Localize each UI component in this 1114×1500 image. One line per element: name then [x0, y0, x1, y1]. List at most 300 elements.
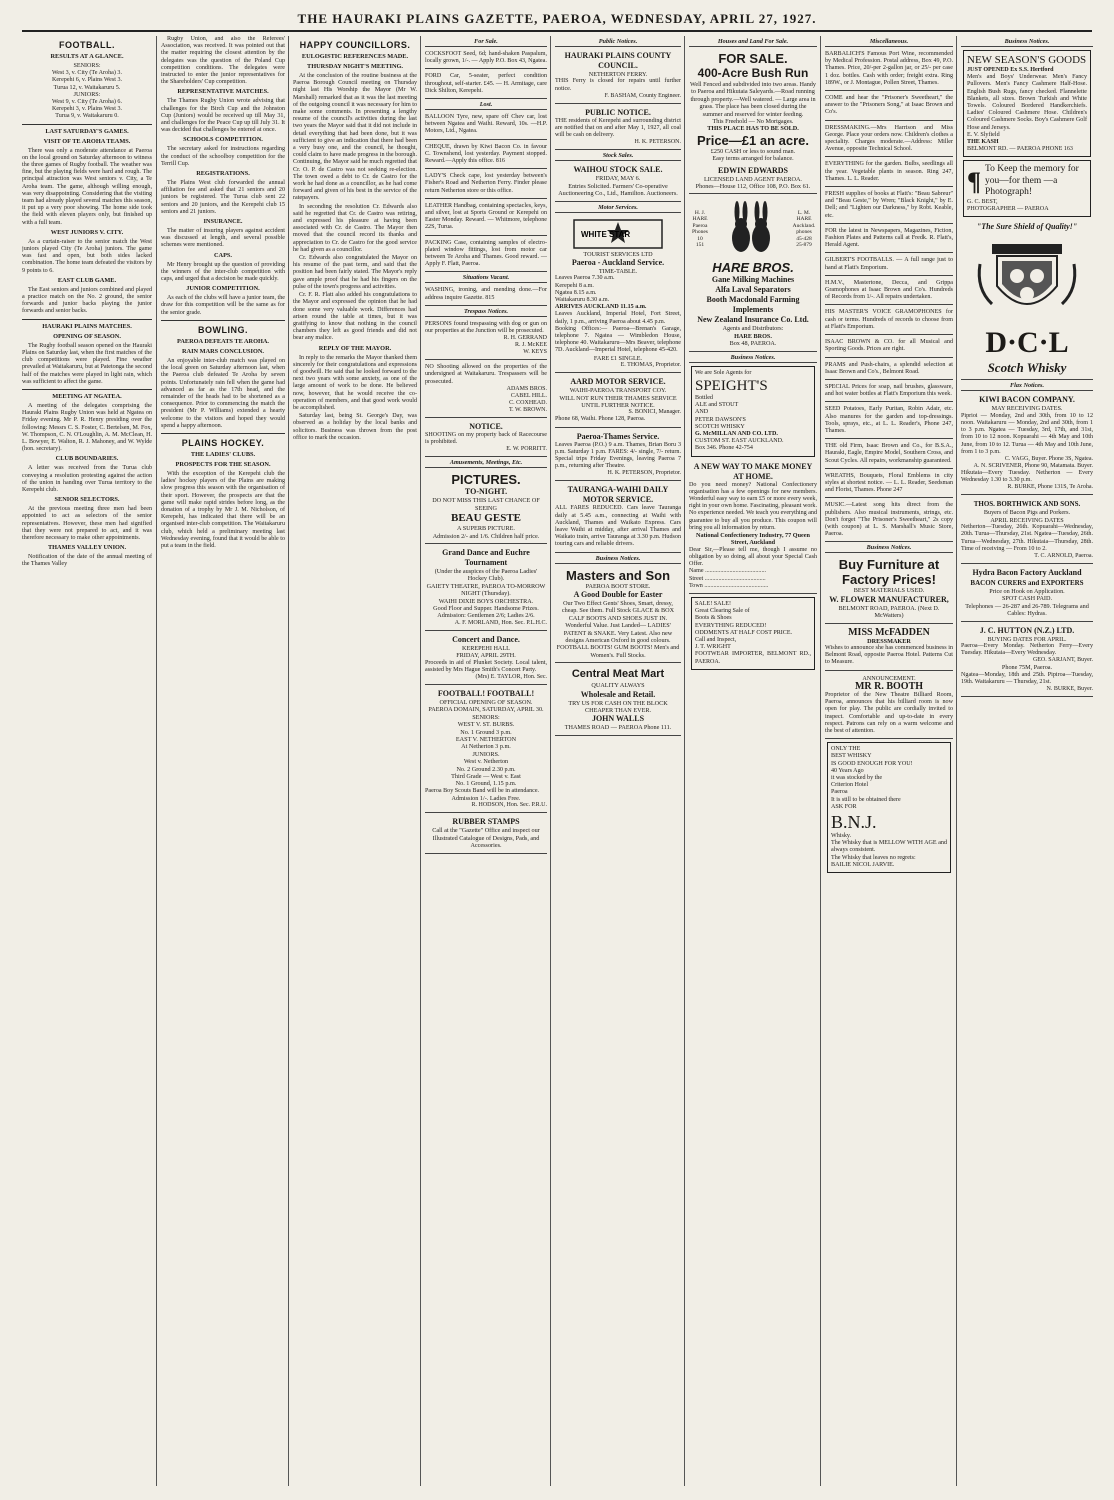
ad-line: Great Clearing Sale of	[695, 608, 750, 615]
masters-son-ad	[555, 566, 681, 664]
ad-subtitle: A Good Double for Easter	[573, 589, 663, 599]
ad-body: Do you need money? National Confectionery organisation has a few openings for new members. Wonderful easy way to earn £5 or more every week, right in your own home. Fascinating, pleasant work. No experience needed. We teach you everything and guarantee to buy all you produce. This coupon will bring you all information by return.	[689, 481, 817, 531]
ad-body: Piprioi — Monday, 2nd and 30th, from 10 to 12 noon. Waitakaruru — Monday, 2nd and 30th, from 1 to 3 p.m. Ngatea — Tuesday, 3rd, 17th, and 31st, from 10 to 12 noon. Kopuarahi — 4th May and 10th June, from 10 to 12. Turua — 4th May and 10th June, from 1 to 3 p.m.	[961, 412, 1093, 455]
results-line: JUNIORS:	[73, 91, 101, 98]
ad-line: Box 48, PAEROA.	[729, 340, 777, 348]
notice-title: NOTICE.	[469, 421, 503, 431]
article-text: A meeting of the delegates comprising the Hauraki Plains Rugby Union was held at Ngatea on Friday evening. Mr P. R. Henry presiding over the following: Messrs C. S. Foster, C. Bertelsen, M. Fox, W. Thompson, C. N. O'Loughlin, A. M. McClean, H. L. Bowyer, E. Walton, R. J. Mahoney, and W. Wylde (hon. secretary).	[22, 402, 152, 453]
ad-body: Hikutaia—Every Tuesday. Netherton — Every Wednesday 1.30 to 3.30 p.m.	[961, 469, 1093, 484]
section-heading: VISIT OF TE AROHA TEAMS.	[43, 137, 131, 145]
section-heading: SCHOOLS COMPETITION.	[183, 136, 263, 144]
ad-subtitle: Scotch Whisky	[987, 360, 1067, 376]
ad-line: ASK FOR	[831, 803, 857, 810]
ad-body: Paeroa—Every Monday. Netherton Ferry—Every Tuesday. Hikutaia—Every Wednesday.	[961, 643, 1093, 657]
ad-line: This Freehold — No Mortgages.	[712, 118, 794, 126]
wright-sale-ad	[691, 597, 815, 670]
dcl-crest-icon	[972, 234, 1082, 324]
signature: R. H. GERRAND	[503, 335, 547, 342]
ad-line: IS GOOD ENOUGH FOR YOU!	[831, 760, 913, 767]
trespass-notice	[425, 319, 547, 360]
ad-line: QUALITY ALWAYS	[591, 682, 645, 690]
ad-line: Telephones — 26-287 and 26-789. Telegrams and Cables: Hydras.	[965, 602, 1089, 618]
article-text: Rugby Union, and also the Referees' Association, was received. It was pointed out that the matter requiring the closest attention by the delegates was the question of the Poland Cup competition conditions. The delegates were instructed to enter the junior representatives for the Shareholders' Cup competition.	[161, 36, 285, 86]
ad-line: Entries Solicited. Farmers' Co-operative Auctioneering Co., Ltd., Hamilton. Auctioneers.	[558, 182, 678, 198]
ad-title: To Keep the memory for you—for them —a Photograph!	[985, 164, 1079, 198]
ad-slogan: "The Sure Shield of Quality!"	[976, 222, 1078, 232]
ad-line: Men's and Boys' Underwear. Men's Fancy Pullovers. Men's Fancy Cashmere Half-Hose. English Bush Rugs, fancy checked. Flannelette Blankets, all sizes. Brown Turkish and White Towels. Coloured Bordered Handkerchiefs. Ladies' Coloured Cashmere Hose. Children's Coloured Cashmere Socks. Boy's Cashmere Golf Hose and Jerseys.	[967, 74, 1087, 131]
ad-line: FARE £1 SINGLE.	[593, 354, 643, 362]
article-text: At the previous meeting three men had been appointed to act as selectors of the senior representatives. However, these men had signified that they were not prepared to act, and it was therefore necessary to make other appointments.	[22, 506, 152, 541]
article-text: Mr Henry brought up the question of providing the winners of the inter-club competition with caps, and urged that a decision be made quickly.	[161, 261, 285, 283]
signature: A. F. MORLAND, Hon. Sec. P.L.H.C.	[454, 619, 547, 626]
borthwick-ad	[961, 497, 1093, 564]
ad-line: Alfa Laval Separators	[715, 285, 791, 295]
signature: H. K. PETERSON.	[634, 139, 681, 146]
ad-subtitle: TO-NIGHT.	[464, 487, 508, 497]
ad-line: Good Floor and Supper. Handsome Prizes.	[433, 604, 539, 612]
ad-title: PUBLIC NOTICE.	[585, 107, 651, 117]
results-line: Turua 9, v. Waitakaruru 0.	[55, 113, 119, 120]
ad-title: FOR SALE.	[718, 51, 788, 66]
ad-title: WAIHOU STOCK SALE.	[573, 165, 663, 175]
stock-sale-ad	[555, 163, 681, 201]
ad-title: RUBBER STAMPS	[452, 817, 520, 827]
ad-title: Paeroa - Auckland Service.	[571, 258, 665, 268]
ad-line: Our Two Effect Gents' Shoes, Smart, dressy, cheap. See them. Full Stock GLACE & BOX CALF BOOTS AND SHOES JUST IN. Wonderful Value. Just Landed— LADIES' PATENT & SNAKE. Very Latest. Also new designs American Oxford in good colours. FOOTBALL BOOTS! GUM BOOTS! Men's and Women's. Full Stocks.	[556, 599, 680, 659]
ad-title: HAURAKI PLAINS COUNTY COUNCIL.	[564, 51, 672, 70]
ad-line: Buyers of Bacon Pigs and Porkers.	[983, 509, 1071, 517]
ad-title: Grand Dance and Euchre Tournament	[442, 547, 530, 567]
classified-ad: LEATHER Handbag, containing spectacles, keys, and silver, lost at Sports Ground or Kerepehi on Easter Monday. Reward. — Whitmore, telephone 22S, Turua.	[425, 201, 547, 236]
signature: S. BONICI, Manager.	[628, 409, 681, 416]
classified-ad: ISAAC BROWN & CO. for all Musical and Sporting Goods. Prices are right.	[825, 337, 953, 357]
signature: W. KEYS	[523, 349, 547, 356]
slyfield-ad	[963, 50, 1091, 157]
ad-line: HARE BROS.	[734, 332, 772, 340]
results-heading: RESULTS AT A GLANCE.	[50, 53, 124, 60]
ad-line: BACON CURERS and EXPORTERS	[970, 579, 1084, 587]
ad-line: Easy terms arranged for balance.	[712, 155, 794, 163]
section-heading: INSURANCE.	[203, 218, 243, 226]
ad-line: The Whisky that leaves no regrets:	[831, 854, 916, 861]
column-football	[22, 36, 156, 1486]
section-heading: REPRESENTATIVE MATCHES.	[177, 88, 269, 96]
ad-line: Whisky.	[831, 833, 852, 840]
ad-title: KIWI BACON COMPANY.	[979, 395, 1075, 405]
article-text: The East seniors and juniors combined and played a practice match on the No. 2 ground, the senior forwards and junior backs playing the junior forwards and senior backs.	[22, 286, 152, 315]
section-heading: REPLY OF THE MAYOR.	[318, 344, 392, 352]
ad-line: TRY US FOR CASH ON THE BLOCK CHEAPER THAN EVER.	[568, 699, 668, 715]
ad-line: The Whisky that is MELLOW WITH AGE and always consistent.	[831, 840, 947, 854]
column-houses-land	[684, 36, 821, 1486]
results-line: SENIORS:	[73, 63, 101, 69]
furniture-ad	[825, 555, 953, 623]
section-heading: MEETING AT NGATEA.	[52, 392, 122, 400]
hare-logo-row	[689, 198, 817, 260]
svg-text:WHITE STAR: WHITE STAR	[581, 229, 631, 239]
ad-body: Netherton—Tuesday, 26th. Kopuarahi—Wednesday, 20th. Turua—Thursday, 21st. Ngatea—Tuesday, 26th. Turua—Wednesday, 27th. Hikutaia—Thursday, 28th. Time of receiving — From 10 to 2.	[961, 524, 1093, 552]
category-heading: Miscellaneous.	[825, 38, 953, 47]
fixture-line: No. 1 Ground, 1.15 p.m.	[455, 780, 517, 788]
photo-row	[967, 164, 1087, 199]
ad-line: ODDMENTS AT HALF COST PRICE.	[695, 629, 793, 636]
signature: R. BURKE, Phone 131S, Te Aroha.	[1007, 484, 1093, 491]
section-heading: OPENING OF SEASON.	[53, 332, 121, 340]
ad-line: Admission 1/-. Ladies Free.	[451, 795, 521, 803]
notice-text: SHOOTING on my property back of Racecourse is prohibited.	[425, 431, 547, 446]
ad-body: Proceeds in aid of Plunket Society. Local talent, assisted by Mrs Hague Smith's Concert Party.	[425, 659, 547, 673]
confectionery-ad	[689, 460, 817, 594]
football-ad	[425, 687, 547, 813]
ad-line: FRIDAY, APRIL 29TH.	[456, 652, 516, 660]
ad-line: AND	[695, 409, 709, 416]
ad-title: J. C. HUTTON (N.Z.) LTD.	[979, 625, 1075, 635]
article-text: The Thames Rugby Union wrote advising that challenges for the Birch Cup and the Johnston Cup (Juniors) would be received up till May 31, and challenges for the Peace Cup up till July 31. It was decided that challenges be entered at once.	[161, 98, 285, 134]
ad-line: Admission 2/- and 1/6. Children half price.	[432, 532, 540, 540]
ad-line: PHOTOGRAPHER — PAEROA	[967, 206, 1049, 213]
classified-ad: H.M.V., Mastertone, Decca, and Grippa Gramophones at Isaac Brown and Co's. Hundreds of Records from 1/-. All repairs undertaken.	[825, 278, 953, 306]
section-heading: THURSDAY NIGHT'S MEETING.	[307, 63, 403, 70]
ad-line: Call and Inspect,	[695, 636, 737, 643]
ad-body: Dear Sir,—Please tell me, though I assume no obligation by so doing, all about your Special Cash Offer.	[689, 546, 817, 568]
classified-ad: EVERYTHING for the garden. Bulbs, seedlings all the year. Vegetable plants in season. Ring 247, Thames. L. L. Reader.	[825, 159, 953, 187]
ad-line: Well Fenced and subdivided into two areas. Handy to Paeroa and Hikutaia Saleyards.—Road running through property.—Well watered. — Large area in grass. The place has been closed during the summer and reserved for winter feeding.	[690, 81, 816, 118]
ad-line: Paeroa	[831, 789, 848, 796]
ad-line: Agents and Distributors:	[722, 325, 784, 333]
results-line: West 3, v. City (Te Aroha) 3.	[52, 70, 122, 77]
ad-line: Bottled	[695, 394, 713, 401]
results-line: Turua 12, v. Waitakaruru 5.	[53, 84, 121, 91]
ad-line: KEREPEHI HALL	[462, 644, 510, 652]
classified-ad: MUSIC.—Latest song hits direct from the publishers. Also musical instruments, strings, etc. Don't forget "The Prisoner's Sweetheart," 2s copy (with coupon) at L. S. Marshall's Music Store, Paeroa.	[825, 500, 953, 542]
section-heading: THE LADIES' CLUBS.	[190, 450, 256, 458]
ad-line: LICENSED LAND AGENT PAEROA.	[704, 175, 802, 183]
column-public-notices	[550, 36, 685, 1486]
football-heading: FOOTBALL.	[59, 40, 115, 50]
ad-subtitle: Boots & Shoes	[695, 615, 732, 622]
ad-body: ALL FARES REDUCED. Cars leave Tauranga daily at 5.45 a.m., connecting at Waihi with Auckland, Thames and Waikato Express. Cars leave Waihi at midday, after arrival Thames and Waikato train, arrive Tauranga at 3.30 p.m. Hudson touring cars and reliable drivers.	[555, 505, 681, 548]
fixture-line: EAST V. NETHERTON	[455, 736, 517, 744]
article-text: In reply to the remarks the Mayor thanked them sincerely for their congratulations and expressions of goodwill. He said that he looked forward to the next two years with some anxiety, as one of the large amount of work to be done. He believed now, however, that he would receive the co-operation of members, and that good work would be accomplished. Saturday last, being St. George's Day, was observed as a holiday by the local banks and solicitors. Business was thrown from the post office to mark the occasion.	[293, 354, 417, 441]
section-heading: PAEROA DEFEATS TE AROHA.	[176, 337, 270, 345]
classified-ad: BALLOON Tyre, new, spare off Chev car, lost between Ngatea and Waihi. Reward, 10s. —H.P. Motors, Ltd., Ngatea.	[425, 112, 547, 140]
ad-line: WILL NOT RUN THEIR THAMES SERVICE UNTIL FURTHER NOTICE.	[559, 394, 677, 409]
divider	[22, 319, 152, 320]
ad-line: Booth Macdonald Farming Implements	[706, 295, 800, 315]
ad-body: Booking Offices:— Paeroa—Brenan's Garage, telephone 7. Ngatea — Wimbledon House, telephone 40. Waitakaruru—Mrs Beaver, telephone 7D. Auckland—Imperial Hotel, telephone 45-420.	[555, 325, 681, 354]
trespass-notice	[425, 362, 547, 418]
ad-title: NEW SEASON'S GOODS	[967, 54, 1087, 66]
signature: R. HODSON, Hon. Sec. P.R.U.	[471, 802, 547, 809]
ad-line: TOURIST SERVICES LTD	[583, 250, 653, 258]
category-heading: Houses and Land For Sale.	[689, 38, 817, 47]
ad-line: TIME-TABLE.	[598, 268, 638, 276]
ad-line: NETHERTON FERRY.	[588, 71, 648, 78]
divider	[161, 320, 285, 321]
fixture-line: West v. Netherton	[463, 758, 509, 766]
signature: T. C. ARNOLD, Paeroa.	[1034, 553, 1093, 559]
brand-name: D·C·L	[985, 326, 1069, 360]
ad-line: National Confectionery Industry, 77 Queen Street, Auckland	[696, 531, 810, 547]
classified-ad: CHEQUE, drawn by Kiwi Bacon Co. in favour C. Townshend, lost yesterday. Payment stopped. Reward.—Apply this office. 816	[425, 142, 547, 170]
section-heading: REGISTRATIONS.	[196, 170, 250, 178]
fixture-line: Third Grade — West v. East	[451, 773, 521, 781]
ad-body: Leaves Paeroa (P.O.) 9 a.m. Thames, Brian Boru 3 p.m. Saturday 1 p.m. FARES: 4/- single, 7/- return. Special trips Friday Evenings, leaving Paeroa 7 p.m., returning after Theatre.	[555, 441, 681, 470]
article-text: As each of the clubs will have a junior team, the draw for this competition will be the same as for the senior grade.	[161, 295, 285, 316]
timetable-line: Kerepehi 8 a.m.	[555, 282, 594, 289]
ad-title: Hydra Bacon Factory Auckland	[972, 568, 1082, 577]
white-star-logo-icon	[573, 219, 663, 249]
ad-line: WAIHI DIXIE BOYS ORCHESTRA.	[438, 597, 534, 605]
category-heading: Business Notices.	[555, 555, 681, 564]
ad-line: New Zealand Insurance Co. Ltd.	[697, 315, 809, 325]
fixture-line: At Netherton 3 p.m.	[461, 743, 511, 751]
speights-ad	[691, 366, 815, 457]
ad-body: Phone 68, Waihi. Phone 128, Paeroa.	[555, 416, 646, 423]
ad-title: MISS McFADDEN	[848, 626, 930, 638]
section-heading: THAMES VALLEY UNION.	[47, 544, 127, 552]
classified-ad: WREATHS, Bouquets, Floral Emblems in city styles at shortest notice. — L. L. Reader, Seedsman and Florist, Thames. Phone 247	[825, 471, 953, 499]
white-star-ad	[555, 215, 681, 373]
column-rugby-bowling	[156, 36, 289, 1486]
results-line: Kerepehi 3, v. Plains West 3.	[51, 106, 123, 113]
ad-subtitle: Wholesale and Retail.	[580, 689, 656, 699]
agent-name: EDWIN EDWARDS	[717, 165, 788, 175]
signature: R. J. McKEE	[515, 342, 547, 349]
ad-line: BELMONT RD. — PAEROA PHONE 163	[967, 146, 1073, 153]
ad-subtitle: 400-Acre Bush Run	[697, 66, 809, 80]
ad-subtitle: JOHN WALLS	[591, 714, 645, 724]
section-heading: EAST CLUB GAME.	[57, 276, 117, 284]
article-text: As a curtain-raiser to the senior match the West juniors played City (Te Aroha) juniors. The game was fast and open, but both sides lacked combination. The home team defeated the visitors by 9 points to 6.	[22, 238, 152, 274]
signature: E. THOMAS, Proprietor.	[620, 362, 681, 369]
ad-line: Price on Hook on Application.	[989, 588, 1065, 595]
section-heading: SENIOR SELECTORS.	[54, 496, 120, 504]
classified-ad: WASHING, ironing, and mending done.—For address inquire Gazette. 815	[425, 285, 547, 305]
ad-title: MR R. BOOTH	[854, 681, 924, 692]
classified-ad: COME and hear the "Prisoner's Sweetheart," the answer to the "Prisoners Song," at Isaac Brown and Co's.	[825, 93, 953, 121]
councillors-heading: HAPPY COUNCILLORS.	[299, 40, 411, 50]
results-line: Kerepehi 6, v. Plains West 3.	[51, 77, 123, 84]
ad-title: THOS. BORTHWICK AND SONS.	[973, 500, 1081, 509]
signature: N. BURKE, Buyer.	[1046, 686, 1093, 693]
hare-bros-ad	[689, 196, 817, 351]
shooting-notice	[425, 420, 547, 457]
article-text: Notification of the date of the annual meeting of the Thames Valley	[22, 554, 152, 568]
ad-title: PICTURES.	[451, 472, 521, 488]
ad-title: 40 Years Ago	[831, 767, 864, 774]
classified-ad: HIS MASTER'S VOICE GRAMOPHONES for cash or terms. Hundreds of records to choose from at Flatt's Emporium.	[825, 307, 953, 335]
concert-ad	[425, 633, 547, 685]
ad-line: We are Sole Agents for	[695, 369, 752, 376]
column-classifieds	[420, 36, 551, 1486]
column-council	[288, 36, 421, 1486]
ad-line: Phones—House 112, Office 108, P.O. Box 61.	[695, 183, 811, 191]
ad-title: TAURANGA-WAIHI DAILY MOTOR SERVICE.	[567, 485, 669, 505]
category-heading: Business Notices.	[961, 38, 1093, 47]
column-miscellaneous	[820, 36, 957, 1486]
signature: (Mrs) E. TAYLOR, Hon. Sec.	[475, 673, 547, 680]
pilcrow-icon: ¶	[967, 167, 982, 197]
ad-body: Ngatea—Monday, 18th and 25th. Pipiroa—Tuesday, 19th. Waitakaruru — Thursday, 21st.	[961, 671, 1093, 686]
film-title: BEAU GESTE	[451, 512, 521, 525]
signature: C. VAGG, Buyer. Phone 3S, Ngatea.	[1004, 455, 1093, 462]
ad-title: Masters and Son	[565, 567, 671, 583]
ad-line: BELMONT ROAD, PAEROA. (Next D. McWatters)	[838, 604, 940, 620]
article-text: With the exception of the Kerepehi club the ladies' hockey players of the Plains are making slow progress this season with the organisation of their sport. However, the prospects are that the game will make rapid strides before long, as the donation of a trophy by Mr J. M. Nicholson, of Kerepehi, has indicated that there will be an organised inter-club competition. The Waitakaruru club, which held a preliminary meeting last Wednesday evening, found that it would be able to put a team in the field.	[161, 470, 285, 549]
form-field[interactable]: Name ........................................	[689, 568, 767, 575]
hare-left-contacts: H. J. HARE Paeroa Phones 10 151	[692, 209, 708, 249]
section-heading: WEST JUNIORS V. CITY.	[50, 228, 124, 236]
fixture-line: WEST V. ST. BURBS.	[457, 721, 515, 729]
ad-line: J. T. WRIGHT	[695, 644, 731, 651]
results-line: West 9, v. City (Te Aroha) 6.	[52, 99, 122, 106]
notice-text: NO Shooting allowed on the properties of the undersigned at Waitakaruru. Trespassers will be prosecuted.	[425, 364, 547, 385]
ad-line: SPOT CASH PAID.	[1001, 595, 1053, 603]
ad-line: Admission: Gentlemen 2/6; Ladies 2/6.	[437, 612, 535, 620]
divider	[22, 389, 152, 390]
timetable-line: ARRIVES AUCKLAND 11.15 a.m.	[555, 304, 647, 311]
classified-ad: PACKING Case, containing samples of electro-plated window fittings, lost from motor car between Te Aroha and Thames. Good reward. — Apply F. Flatt, Paeroa.	[425, 238, 547, 273]
classified-ad: FORD Car, 5-seater, perfect condition throughout, self-starter. £45. — H. Armitage, care Dick Shilton, Kerepehi.	[425, 71, 547, 99]
ad-subtitle: E. V. Slyfield	[967, 131, 1000, 138]
public-notice	[555, 106, 681, 151]
category-heading: Situations Vacant.	[425, 274, 547, 283]
ad-line: THAMES ROAD — PAEROA Phone 111.	[564, 724, 672, 732]
classified-ad: GILBERT'S FOOTBALLS. — A full range just to hand at Flatt's Emporium.	[825, 255, 953, 275]
classified-ad: LADY'S Check cape, lost yesterday between's Fisher's Road and Netherton Ferry. Finder please return Netherton store or this office.	[425, 171, 547, 199]
ad-title: A NEW WAY TO MAKE MONEY AT HOME.	[693, 461, 813, 481]
form-field[interactable]: Town ..........................................	[689, 582, 769, 589]
category-heading: Business Notices.	[689, 354, 817, 363]
classified-ad: SEED Potatoes, Early Puritan, Robin Adair, etc. Also manures for the garden and top-dressings. Tools, sprays, etc., at L. L. Reader's, Phone 247, Thames.	[825, 404, 953, 439]
ad-line: ONLY THE	[831, 746, 861, 753]
ad-title: SPEIGHT'S	[695, 377, 768, 394]
column-business-notices	[956, 36, 1093, 1486]
classified-ad: FOR the latest in Newspapers, Magazines, Fiction, Fashion Plates and Patterns call at Fredk. R. Flatt's, Herald Agent.	[825, 226, 953, 254]
results-list	[22, 63, 152, 121]
dressmaker-ad	[825, 626, 953, 671]
section-heading: JUNIOR COMPETITION.	[186, 285, 260, 293]
hockey-heading: PLAINS HOCKEY.	[181, 437, 265, 448]
section-heading: CAPS.	[213, 251, 233, 259]
meat-mart-ad	[555, 665, 681, 736]
bush-run-ad	[689, 49, 817, 194]
fixture-line: No. 2 Ground 2.30 p.m.	[456, 765, 516, 773]
section-heading: HAURAKI PLAINS MATCHES.	[42, 322, 132, 330]
ad-line: EVERYTHING REDUCED!	[695, 622, 767, 629]
ad-body: Wishes to announce she has commenced business in Belmont Road, opposite Paeroa Hotel. Patterns Cut to Measure.	[825, 644, 953, 666]
divider	[22, 124, 152, 125]
category-heading: For Sale.	[425, 38, 547, 47]
ad-line: FRIDAY, MAY 6.	[595, 175, 641, 183]
timetable-line: Ngatea 8.15 a.m.	[555, 289, 597, 296]
ad-body: THIS Ferry is closed for repairs until further notice.	[555, 78, 681, 92]
notice-text: PERSONS found trespassing with dog or gun on our properties at the Junction will be prosecuted.	[425, 320, 547, 335]
hydra-bacon-ad	[961, 566, 1093, 622]
county-council-notice	[555, 49, 681, 104]
section-heading: LAST SATURDAY'S GAMES.	[45, 127, 129, 135]
ad-title: Paeroa-Thames Service.	[576, 431, 660, 441]
ad-line: OFFICIAL OPENING OF SEASON.	[439, 698, 533, 706]
ad-title: HARE BROS.	[712, 260, 794, 276]
bnj-whisky-ad	[827, 742, 951, 873]
ad-line: (Under the auspices of the Paeroa Ladies' Hockey Club).	[434, 567, 538, 583]
form-field[interactable]: Street ........................................	[689, 575, 766, 582]
ad-title: Central Meat Mart	[571, 668, 665, 681]
ad-line: G. C. BEST,	[967, 198, 998, 205]
dance-ad	[425, 546, 547, 631]
signature: F. BASHAM, County Engineer.	[604, 92, 681, 99]
ad-line: FOOTWEAR IMPORTER, BELMONT RD., PAEROA.	[695, 651, 811, 665]
ad-line: Box 346. Phone 42-754	[695, 445, 753, 452]
tauranga-service-ad	[555, 483, 681, 552]
category-heading: Business Notices.	[825, 544, 953, 553]
hare-right-contacts: L. M. HARE Auckland. phones 45-428 25-879	[792, 209, 816, 249]
classified-ad: FRESH supplies of books at Flatt's: "Beau Sabreur" and "Beau Geste," by Wren; "Black Knight," by E. Dell; and "Lighten our Darkness," by Robt. Keable, etc.	[825, 189, 953, 224]
ad-line: BEST MATERIALS USED.	[853, 587, 925, 595]
ad-title: Concert and Dance.	[452, 634, 520, 644]
masthead: THE HAURAKI PLAINS GAZETTE, PAEROA, WEDNESDAY, APRIL 27, 1927.	[22, 8, 1092, 32]
ad-line: A SUPERB PICTURE.	[457, 525, 515, 533]
category-heading: Stock Sales.	[555, 152, 681, 161]
signature: CABEL HILL.	[510, 392, 547, 399]
signature: ADAMS BROS.	[506, 385, 547, 392]
ad-line: DRESSMAKER	[867, 637, 911, 645]
classified-ad: THE old Firm, Isaac Brown and Co., for B.S.A., Hauraki, Eagle, Empire Model, Southern Cross, and Scout Cycles. All repairs, workmanship guaranteed.	[825, 441, 953, 469]
category-heading: Motor Services.	[555, 204, 681, 213]
classified-ad: BARBALICH'S Famous Port Wine, recommended by Medical Profession. Postal address, Box 49, P.O. Thames. Price, 20/-per 2-gallon jar, or 25/- per case 1 doz. bottles. Cash with order; freight extra. Ring 189W., or J. Montague, Pollen Street, Thames.	[825, 49, 953, 91]
section-heading: RAIN MARS CONCLUSION.	[181, 347, 265, 355]
ad-line: Criterion Hotel	[831, 782, 869, 789]
photographer-ad	[963, 160, 1091, 217]
billiard-ad	[825, 673, 953, 740]
signature: C. COXHEAD.	[509, 399, 547, 406]
article-text: The secretary asked for instructions regarding the conduct of the schoolboy competition for the Terrill Cup.	[161, 146, 285, 167]
thames-service-ad	[555, 430, 681, 482]
ad-title: PETER DAWSON'S	[695, 416, 746, 423]
signature: E. W. PORRITT.	[506, 446, 547, 453]
ad-title: FOOTBALL! FOOTBALL!	[437, 688, 535, 698]
ad-line: THIS PLACE HAS TO BE SOLD.	[707, 125, 799, 133]
article-text: The Rugby football season opened on the Hauraki Plains on Saturday last, when the first matches of the club competitions were played. Fine weather prevailed at Waitakaruru, but at Patetonga the second half of the matches were played in light rain, which was sufficient to affect the game.	[22, 342, 152, 385]
ad-line: BEST WHISKY	[831, 753, 872, 760]
ad-body: Paeroa Boy Scouts Band will be in attendance.	[425, 787, 540, 794]
brand-name: B.N.J.	[831, 812, 877, 833]
signature: A. N. SCRIVENER, Phone 90, Matamata. Buyer.	[973, 462, 1093, 469]
signature: T. W. BROWN.	[508, 406, 547, 413]
article-text: An enjoyable inter-club match was played on the local green on Saturday afternoon last, when the Paeroa club defeated Te Aroha by seven points. Unfortunately rain fell when the game had advanced as far as the 17th head, and the remainder of the heads had to be shortened as a consequence. Prior to commencing the match the president (Mr P. Williams) extended a hearty welcome to the visitors and hoped they would spend a happy afternoon.	[161, 357, 285, 429]
ad-title: SALE! SALE!	[695, 600, 732, 607]
kiwi-bacon-ad	[961, 393, 1093, 495]
signature: GEO. SARJANT, Buyer.	[1032, 657, 1093, 664]
fixture-line: JUNIORS.	[472, 750, 500, 758]
ad-line: WAIHI-PAEROA TRANSPORT COY.	[569, 387, 667, 395]
ad-line: THE KASH	[967, 139, 999, 146]
ad-line: CUSTOM ST. EAST AUCKLAND.	[695, 438, 784, 445]
ad-line: £250 CASH or less to sound man.	[710, 147, 796, 155]
timetable-line: Leaves Paeroa 7.30 a.m.	[555, 275, 615, 282]
category-heading: Trespass Notices.	[425, 308, 547, 317]
ad-body: Proprietor of the New Theatre Billiard Room, Paeroa, announces that his billiard room is now open for play. The public are cordially invited to inspect. Comfortable and up-to-date in every respect. Patrons can rely on a warm welcome and the best of attention.	[825, 692, 953, 735]
fixture-line: SENIORS:	[472, 713, 500, 721]
ad-body: THE residents of Kerepehi and surrounding district are notified that on and after May 1, 1927, all coal will be cash on delivery.	[555, 117, 681, 139]
signature: H. K. PETERSON, Proprietor.	[607, 470, 681, 477]
ad-line: JUST OPENED Ex S.S. Hertford	[967, 67, 1054, 73]
section-heading: PROSPECTS FOR THE SEASON.	[175, 460, 271, 468]
rubber-stamps-ad	[425, 815, 547, 853]
category-heading: Public Notices.	[555, 38, 681, 47]
